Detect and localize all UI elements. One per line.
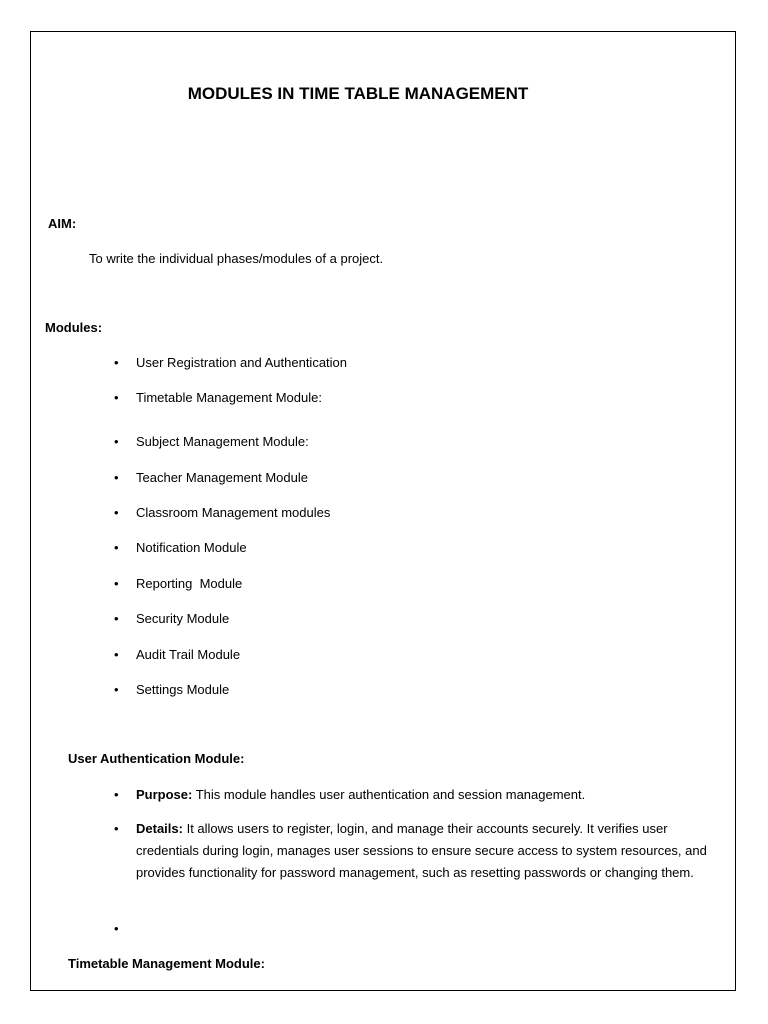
purpose-label: Purpose: <box>136 787 193 802</box>
bullet-icon: • <box>114 576 119 591</box>
details-label: Details: <box>136 821 183 836</box>
list-item: Subject Management Module: <box>136 434 309 449</box>
modules-heading: Modules: <box>45 320 103 335</box>
list-item: Notification Module <box>136 540 247 555</box>
bullet-icon: • <box>114 611 119 626</box>
document-title: MODULES IN TIME TABLE MANAGEMENT <box>187 84 529 103</box>
aim-heading: AIM: <box>48 216 77 231</box>
list-item: Timetable Management Module: <box>136 390 322 405</box>
list-item: Teacher Management Module <box>136 470 308 485</box>
list-item: Reporting Module <box>136 576 243 591</box>
bullet-icon: • <box>114 434 119 449</box>
list-item: Audit Trail Module <box>136 647 241 662</box>
section-heading-user-authentication: User Authentication Module: <box>68 751 245 766</box>
bullet-icon: • <box>114 470 119 485</box>
list-item: User Registration and Authentication <box>136 355 348 370</box>
list-item: Classroom Management modules <box>136 505 331 520</box>
details-paragraph <box>136 818 726 884</box>
list-item: Settings Module <box>136 682 230 697</box>
bullet-icon: • <box>114 540 119 555</box>
bullet-icon: • <box>114 505 119 520</box>
purpose-line <box>136 787 585 803</box>
bullet-icon: • <box>114 682 119 697</box>
list-item: Security Module <box>136 611 230 626</box>
bullet-icon: • <box>114 355 119 370</box>
bullet-icon: • <box>114 787 119 802</box>
purpose-text: This module handles user authentication and session management. <box>192 787 586 802</box>
bullet-icon: • <box>114 647 119 662</box>
details-text: It allows users to register, login, and manage their accounts securely. It verifies user credentials during login, manages user sessions to ensure secure access to system resources, and provides functionality for password management, such as resetting passwords or changing them. <box>136 821 707 880</box>
bullet-icon: • <box>114 821 119 836</box>
bullet-icon: • <box>114 390 119 405</box>
section-heading-timetable-management: Timetable Management Module: <box>68 956 265 971</box>
aim-text: To write the individual phases/modules of a project. <box>89 251 384 266</box>
bullet-icon: • <box>114 921 119 936</box>
